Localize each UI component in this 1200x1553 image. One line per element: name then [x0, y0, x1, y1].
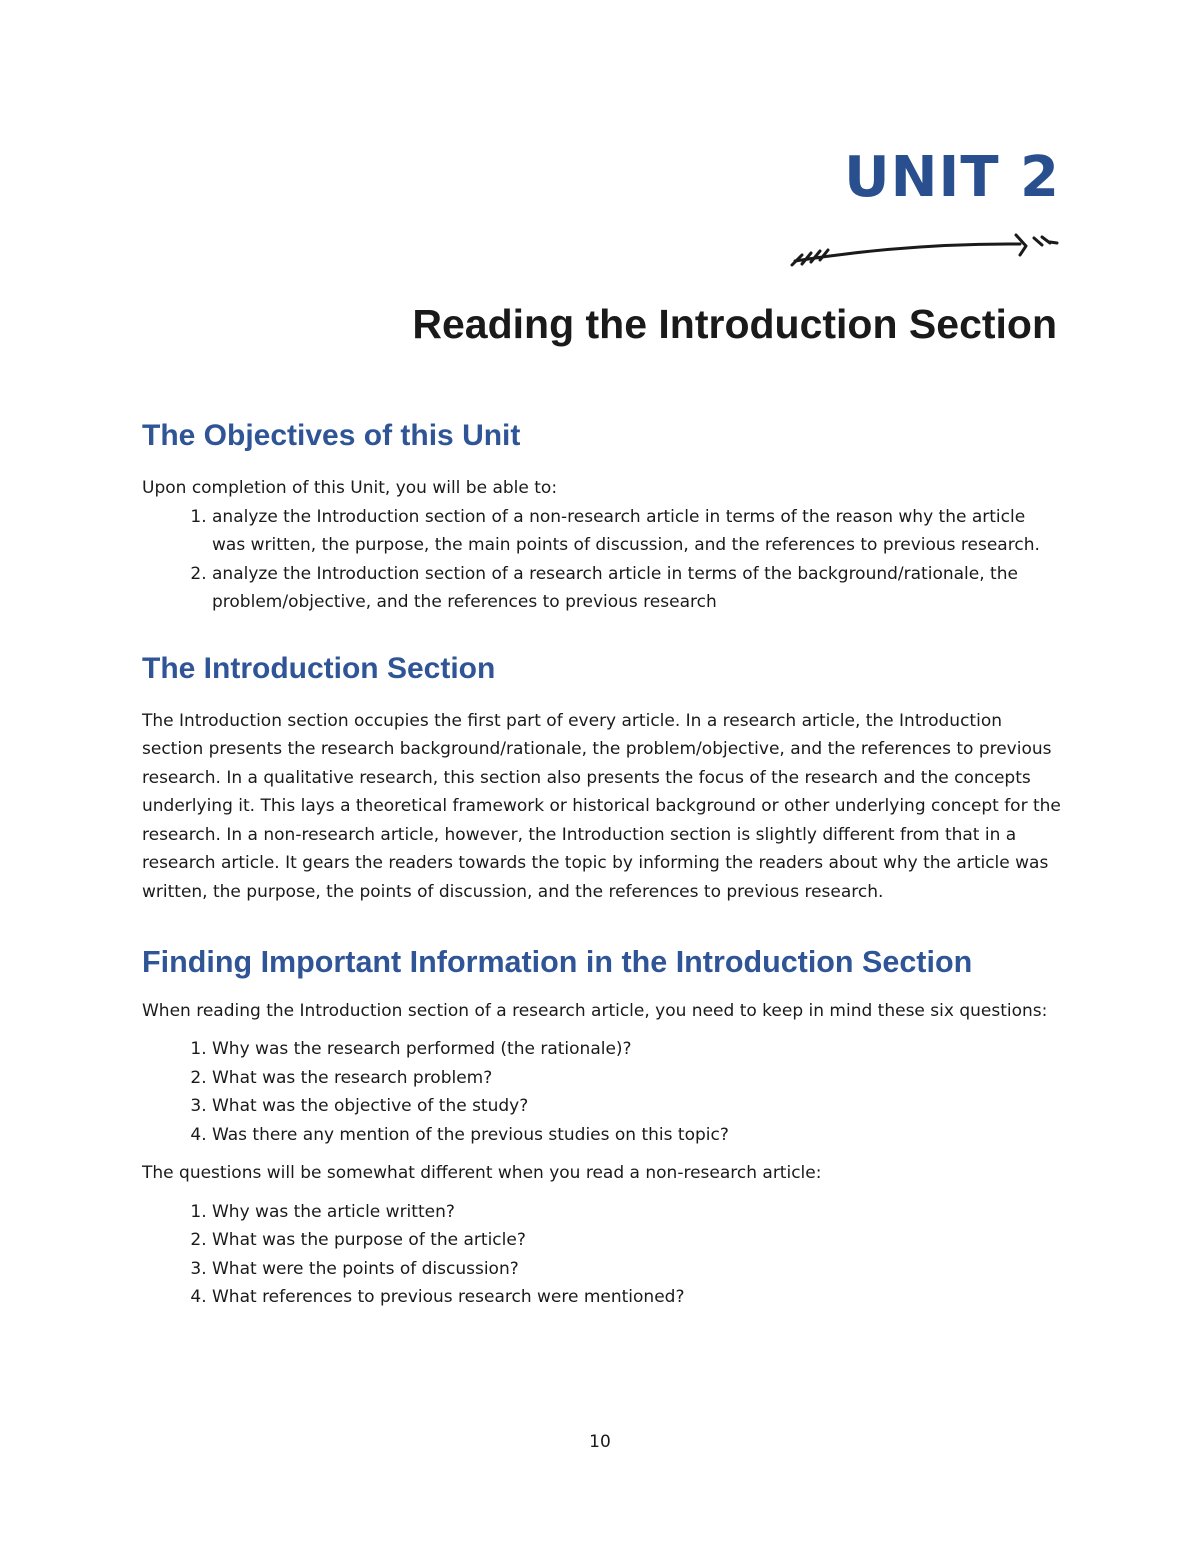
transition-text: The questions will be somewhat different when you read a non-research article: — [142, 1163, 822, 1184]
introduction-paragraph: The Introduction section occupies the first part of every article. In a research article, the Introduction section presents the research background/rationale, the problem/objective, and the references to previous research. In a qualitative research, this section also presents the focus of the research and the concepts underlying it. This lays a theoretical framework or historical background or other underlying concept for the research. In a non-research article, however, the Introduction section is slightly different from that in a research article. It gears the readers towards the topic by informing the readers about why the article was written, the purpose, the points of discussion, and the references to previous research. — [142, 710, 1061, 902]
research-questions-list — [142, 1035, 1062, 1149]
finding-intro: When reading the Introduction section of a research article, you need to keep in mind these six questions: — [142, 1000, 1048, 1021]
list-item: 2. analyze the Introduction section of a research article in terms of the background/rationale, the problem/objective, and the references to previous research — [212, 560, 1062, 617]
arrow-ornament-icon — [780, 225, 1065, 275]
list-item: 1. Why was the research performed (the rationale)? — [212, 1035, 1062, 1064]
objectives-heading: The Objectives of this Unit — [142, 419, 521, 452]
list-item: 1. analyze the Introduction section of a non-research article in terms of the reason why the article was written, the purpose, the main points of discussion, and the references to previous research. — [212, 503, 1062, 560]
list-item: 3. What was the objective of the study? — [212, 1092, 1062, 1121]
list-item: 2. What was the research problem? — [212, 1064, 1062, 1093]
finding-heading: Finding Important Information in the Introduction Section — [142, 945, 973, 979]
list-item: 4. Was there any mention of the previous studies on this topic? — [212, 1121, 1062, 1150]
unit-label: UNIT 2 — [844, 145, 1060, 210]
list-item: 3. What were the points of discussion? — [212, 1255, 1062, 1284]
main-content — [142, 412, 1062, 1312]
list-item: 1. Why was the article written? — [212, 1198, 1062, 1227]
list-item: 4. What references to previous research were mentioned? — [212, 1283, 1062, 1312]
list-item: 2. What was the purpose of the article? — [212, 1226, 1062, 1255]
objectives-list — [142, 503, 1062, 617]
introduction-heading: The Introduction Section — [142, 651, 496, 685]
objectives-intro: Upon completion of this Unit, you will be able to: — [142, 478, 558, 498]
page-number: 10 — [589, 1432, 611, 1452]
page-title: Reading the Introduction Section — [412, 301, 1057, 347]
nonresearch-questions-list — [142, 1198, 1062, 1312]
